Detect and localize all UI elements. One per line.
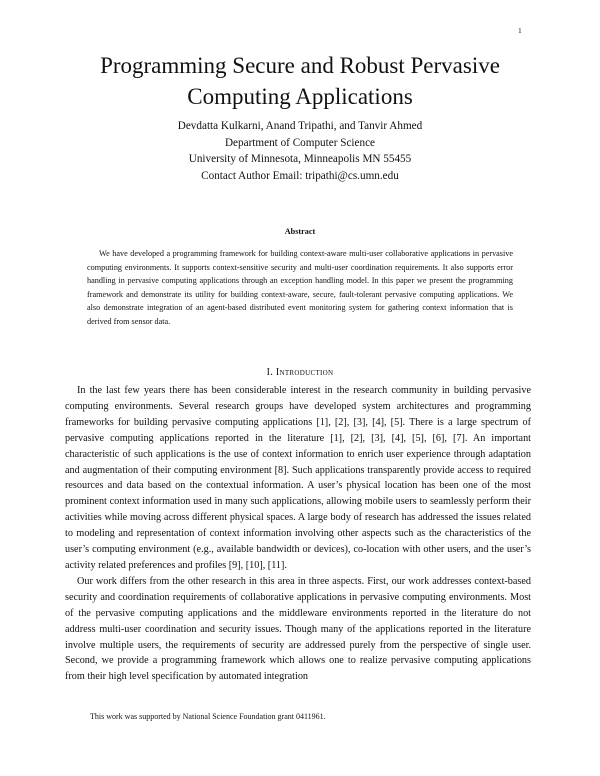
page-number: 1 xyxy=(518,26,522,35)
abstract-heading: Abstract xyxy=(284,227,316,236)
body-paragraph: Our work differs from the other research in this area in three aspects. First, our work addresses context-based security and coordination requirements of collaborative applications in pervasive computing environments. Most of the pervasive computing applications and the middleware environments reported in the literature do not address multi-user coordination and security issues. Though many of the applications reported in the literature involve multiple users, the requirements of security are addressed purely from the perspective of single user. Second, we provide a programming framework which allows one to realize pervasive computing applications from their high level specification by automated integration xyxy=(65,575,531,683)
title-line-2: Computing Applications xyxy=(187,84,413,109)
section-title: Introduction xyxy=(275,367,334,378)
funding-footnote: This work was supported by National Science Foundation grant 0411961. xyxy=(90,712,326,721)
department: Department of Computer Science xyxy=(224,136,376,149)
abstract-text: We have developed a programming framework for building context-aware multi-user collaborative applications in pervasive computing environments. It supports context-sensitive security and multi-user coordination requirements. It also supports error handling in pervasive computing applications through an exception handling model. In this paper we present the programming framework and demonstrate its utility for building context-aware, secure, fault-tolerant pervasive computing applications. We also demonstrate integration of an agent-based distributed event monitoring system for gathering context information that is derived from sensor data. xyxy=(87,249,513,326)
contact-email: Contact Author Email: tripathi@cs.umn.edu xyxy=(201,169,399,182)
title-line-1: Programming Secure and Robust Pervasive xyxy=(100,53,500,78)
section-number: I. xyxy=(266,367,274,378)
section-heading xyxy=(0,367,600,378)
body-paragraph: In the last few years there has been considerable interest in the research community in building pervasive computing environments. Several research groups have developed system architectures and programming frameworks for building pervasive computing applications [1], [2], [3], [4], [5]. There is a large spectrum of pervasive computing applications reported in the literature [1], [2], [3], [4], [5], [6], [7]. An important characteristic of such applications is the use of context information to enrich user experience through adaptation and augmentation of their computing environment [8]. Such applications transparently provide access to required resources and data based on the contextual information. A user’s physical location has been one of the most prominent context information used in many such applications, allowing mobile users to seamlessly perform their activities while moving across different physical spaces. A large body of research has addressed the issues related to modeling and representation of context information involving other aspects such as the characteristics of the user’s computing environment (e.g., available bandwidth or devices), co-location with other users, and the user’s activity related preferences and profiles [9], [10], [11]. xyxy=(65,385,531,571)
university: University of Minnesota, Minneapolis MN 55455 xyxy=(188,153,412,165)
author-block xyxy=(0,118,600,184)
section-body xyxy=(65,383,531,685)
paper-title xyxy=(0,50,600,112)
author-names: Devdatta Kulkarni, Anand Tripathi, and Tanvir Ahmed xyxy=(177,120,423,132)
